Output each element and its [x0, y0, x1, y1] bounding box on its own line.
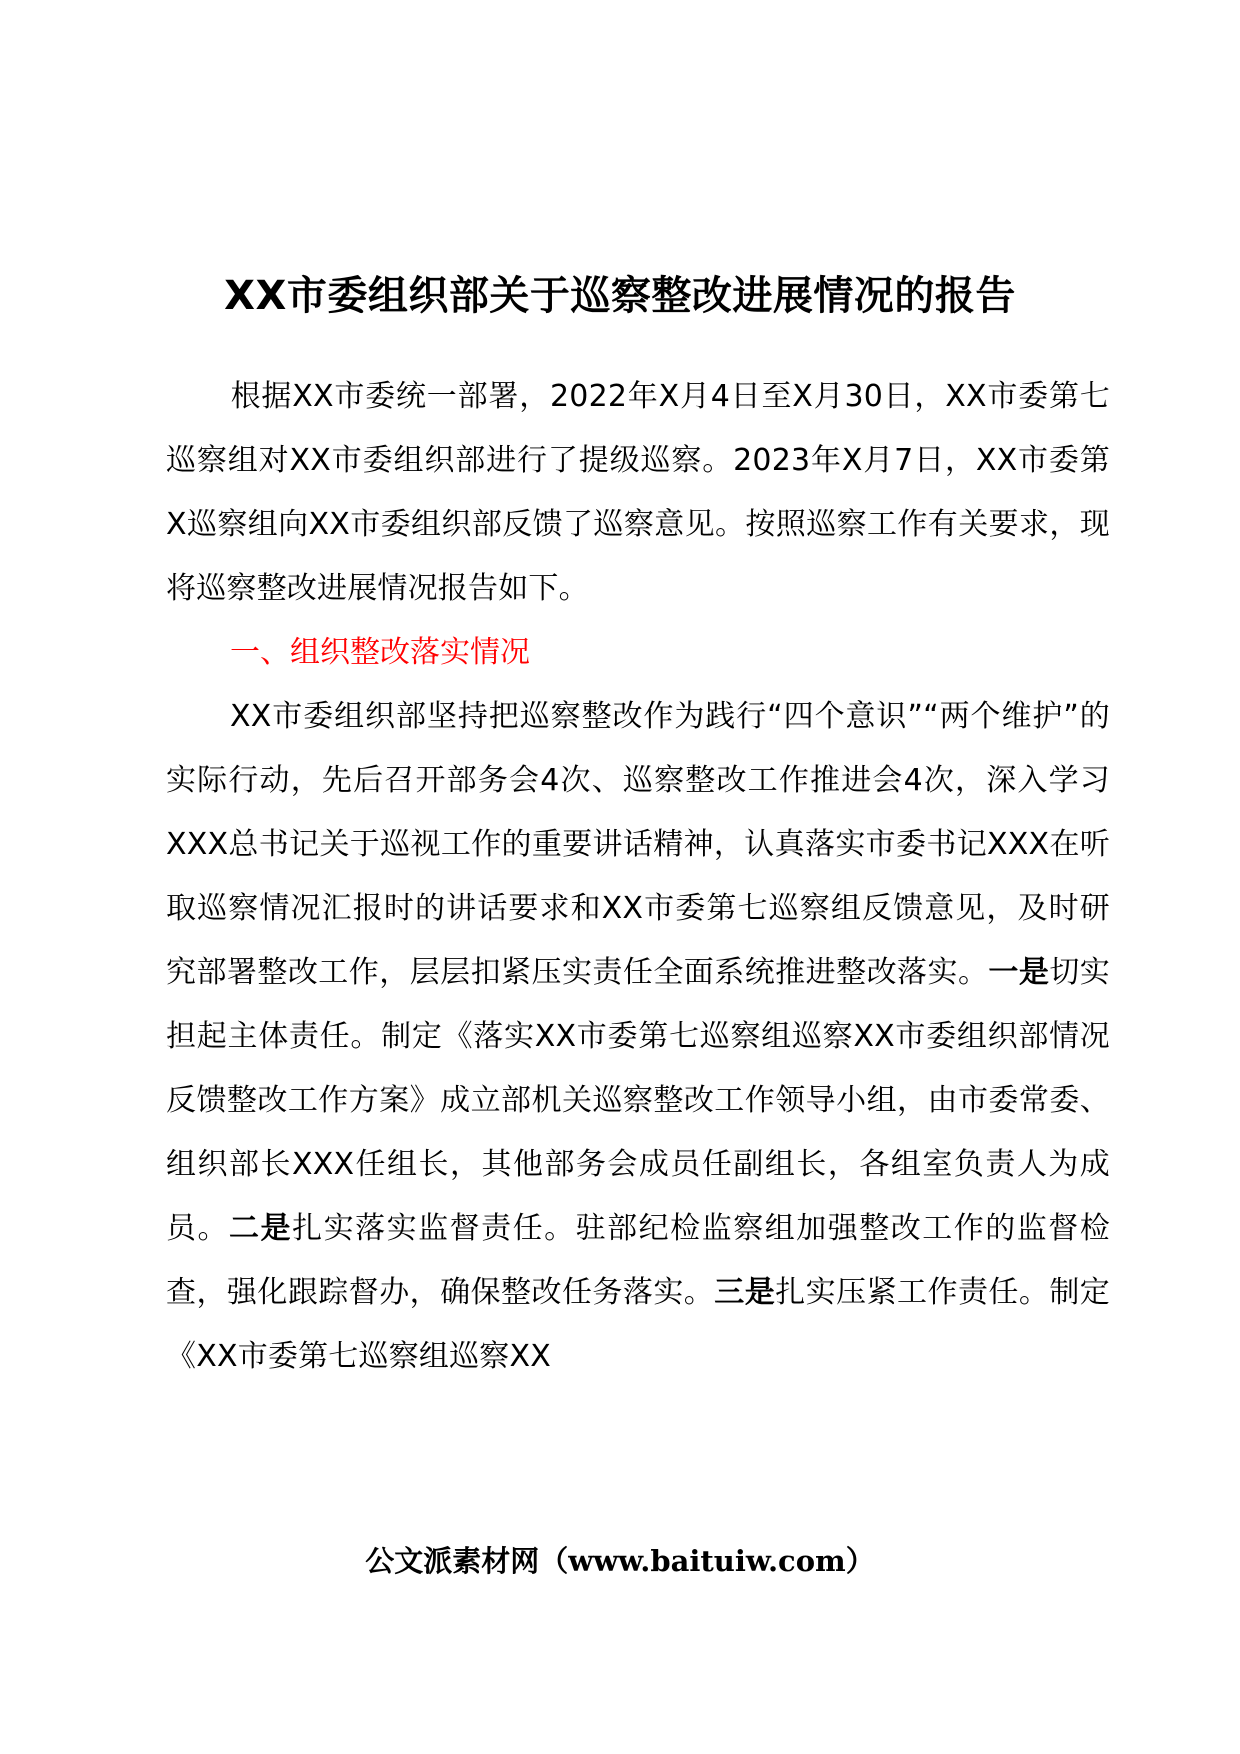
- emphasis-first: 一是: [988, 955, 1050, 990]
- paragraph-intro: [166, 365, 1110, 621]
- document-title: XX市委组织部关于巡察整改进展情况的报告: [224, 273, 1016, 319]
- paragraph-text-part1: XX市委组织部坚持把巡察整改作为践行“四个意识”“两个维护”的实际行动，先后召开部务会4次、巡察整改工作推进会4次，深入学习XXX总书记关于巡视工作的重要讲话精神，认真落实市委书记XXX在听取巡察情况汇报时的讲话要求和XX市委第七巡察组反馈意见，及时研究部署整改工作，层层扣紧压实责任全面系统推进整改落实。: [166, 699, 1110, 990]
- emphasis-third: 三是: [714, 1275, 776, 1310]
- footer-watermark: 公文派素材网（www.baituiw.com）: [365, 1544, 875, 1578]
- paragraph-text-part2: 切实担起主体责任。制定《落实XX市委第七巡察组巡察XX市委组织部情况反馈整改工作方案》成立部机关巡察整改工作领导小组，由市委常委、组织部长XXX任组长，其他部务会成员任副组长，各组室负责人为成员。: [166, 955, 1110, 1246]
- paragraph-text-part4: 扎实压紧工作责任。制定《XX市委第七巡察组巡察XX: [166, 1275, 1110, 1374]
- section-heading-1: 一、组织整改落实情况: [230, 635, 530, 670]
- paragraph-section-1: [166, 685, 1110, 1389]
- emphasis-second: 二是: [229, 1211, 293, 1246]
- paragraph-text-part3: 扎实落实监督责任。驻部纪检监察组加强整改工作的监督检查，强化跟踪督办，确保整改任务落实。: [166, 1211, 1111, 1310]
- paragraph-intro-text: 根据XX市委统一部署，2022年X月4日至X月30日，XX市委第七巡察组对XX市委组织部进行了提级巡察。2023年X月7日，XX市委第X巡察组向XX市委组织部反馈了巡察意见。按照巡察工作有关要求，现将巡察整改进展情况报告如下。: [166, 379, 1110, 606]
